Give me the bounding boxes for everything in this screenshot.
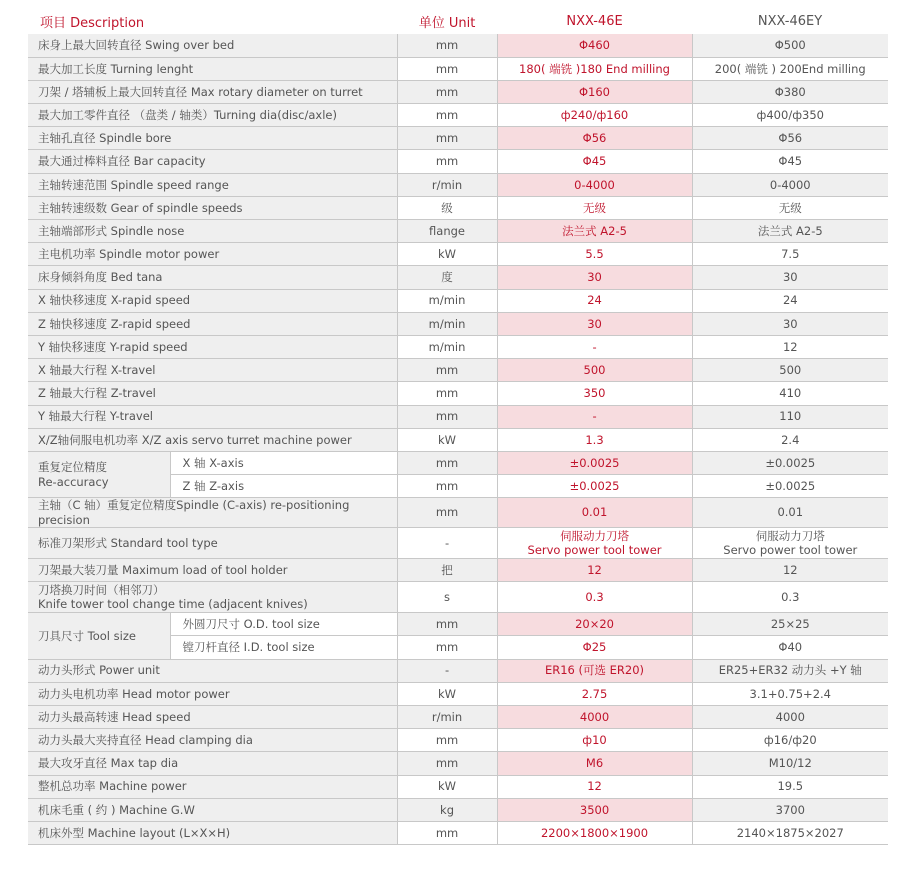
row-value-model-1: Φ45 bbox=[497, 150, 692, 173]
table-row bbox=[28, 752, 888, 775]
table-row bbox=[28, 775, 888, 798]
tooltype-v2-cn: 伺服动力刀塔 bbox=[755, 528, 825, 543]
row-unit: mm bbox=[397, 498, 497, 528]
table-row bbox=[28, 705, 888, 728]
header-description: 项目 Description bbox=[28, 8, 397, 34]
row-item: 标准刀架形式 Standard tool type bbox=[28, 528, 397, 559]
table-row bbox=[28, 312, 888, 335]
row-unit: mm bbox=[397, 127, 497, 150]
row-unit: 度 bbox=[397, 266, 497, 289]
table-header bbox=[28, 8, 888, 34]
row-value-model-1: 2.75 bbox=[497, 682, 692, 705]
table-row bbox=[28, 220, 888, 243]
table-body bbox=[28, 34, 888, 845]
row-item: 最大加工长度 Turning lenght bbox=[28, 57, 397, 80]
row-value-model-2: 24 bbox=[692, 289, 888, 312]
row-value-model-2: Φ380 bbox=[692, 80, 888, 103]
row-value-model-2: Φ56 bbox=[692, 127, 888, 150]
row-value-model-1: 3500 bbox=[497, 798, 692, 821]
row-value-model-2: 0.3 bbox=[692, 582, 888, 613]
row-value-model-1: 30 bbox=[497, 266, 692, 289]
reaccuracy-label bbox=[28, 451, 170, 497]
row-item: 整机总功率 Machine power bbox=[28, 775, 397, 798]
row-item: Y 轴快移速度 Y-rapid speed bbox=[28, 335, 397, 358]
row-unit: mm bbox=[397, 451, 497, 474]
table-row bbox=[28, 582, 888, 613]
row-value-model-2: 12 bbox=[692, 559, 888, 582]
row-value-model-1: - bbox=[497, 335, 692, 358]
row-item: 刀架最大装刀量 Maximum load of tool holder bbox=[28, 559, 397, 582]
row-value-model-1: ER16 (可选 ER20) bbox=[497, 659, 692, 682]
table-row bbox=[28, 80, 888, 103]
table-row bbox=[28, 196, 888, 219]
row-unit: kW bbox=[397, 428, 497, 451]
row-item: 刀架 / 塔辅板上最大回转直径 Max rotary diameter on turret bbox=[28, 80, 397, 103]
row-item: 动力头形式 Power unit bbox=[28, 659, 397, 682]
row-unit: kW bbox=[397, 682, 497, 705]
row-value-model-1: - bbox=[497, 405, 692, 428]
row-value-model-1: Φ25 bbox=[497, 636, 692, 659]
row-item: 机床毛重 ( 约 ) Machine G.W bbox=[28, 798, 397, 821]
row-unit: m/min bbox=[397, 289, 497, 312]
row-item: 主轴（C 轴）重复定位精度Spindle (C-axis) re-positioning precision bbox=[28, 498, 397, 528]
row-value-model-1: 0.3 bbox=[497, 582, 692, 613]
row-item: Y 轴最大行程 Y-travel bbox=[28, 405, 397, 428]
table-row bbox=[28, 405, 888, 428]
row-value-model-1: ф240/ф160 bbox=[497, 104, 692, 127]
row-unit: mm bbox=[397, 752, 497, 775]
row-value-model-2: 25×25 bbox=[692, 613, 888, 636]
row-value-model-1: 180( 端铣 )180 End milling bbox=[497, 57, 692, 80]
table-row bbox=[28, 104, 888, 127]
table-row bbox=[28, 382, 888, 405]
table-row bbox=[28, 243, 888, 266]
table-row bbox=[28, 559, 888, 582]
row-value-model-2: 200( 端铣 ) 200End milling bbox=[692, 57, 888, 80]
row-unit: r/min bbox=[397, 705, 497, 728]
row-value-model-1: 5.5 bbox=[497, 243, 692, 266]
row-value-model-2: ф400/ф350 bbox=[692, 104, 888, 127]
row-unit: mm bbox=[397, 405, 497, 428]
row-unit: mm bbox=[397, 57, 497, 80]
table-row bbox=[28, 150, 888, 173]
row-value-model-1: 12 bbox=[497, 775, 692, 798]
header-model-2: NXX-46EY bbox=[692, 8, 888, 34]
row-unit: mm bbox=[397, 382, 497, 405]
row-value-model-1: 350 bbox=[497, 382, 692, 405]
row-unit: s bbox=[397, 582, 497, 613]
row-unit: flange bbox=[397, 220, 497, 243]
row-item: 床身倾斜角度 Bed tana bbox=[28, 266, 397, 289]
row-unit: 级 bbox=[397, 196, 497, 219]
row-value-model-1: Φ56 bbox=[497, 127, 692, 150]
row-value-model-2: 7.5 bbox=[692, 243, 888, 266]
row-unit: mm bbox=[397, 613, 497, 636]
table-row bbox=[28, 335, 888, 358]
table-row bbox=[28, 821, 888, 844]
row-unit: mm bbox=[397, 104, 497, 127]
row-value-model-2: 500 bbox=[692, 359, 888, 382]
row-unit: - bbox=[397, 659, 497, 682]
row-value-model-1: Φ460 bbox=[497, 34, 692, 57]
table-row bbox=[28, 528, 888, 559]
row-item: Z 轴最大行程 Z-travel bbox=[28, 382, 397, 405]
row-unit: 把 bbox=[397, 559, 497, 582]
row-value-model-1: ф10 bbox=[497, 729, 692, 752]
table-row bbox=[28, 266, 888, 289]
row-item: 床身上最大回转直径 Swing over bed bbox=[28, 34, 397, 57]
reaccuracy-sub-z: Z 轴 Z-axis bbox=[170, 475, 397, 498]
row-unit: mm bbox=[397, 729, 497, 752]
row-unit: r/min bbox=[397, 173, 497, 196]
row-value-model-2: 2140×1875×2027 bbox=[692, 821, 888, 844]
row-value-model-1: 法兰式 A2-5 bbox=[497, 220, 692, 243]
row-value-model-1: 0-4000 bbox=[497, 173, 692, 196]
table-row bbox=[28, 289, 888, 312]
row-value-model-2: 4000 bbox=[692, 705, 888, 728]
row-item: 最大通过棒料直径 Bar capacity bbox=[28, 150, 397, 173]
row-value-model-1: 0.01 bbox=[497, 498, 692, 528]
row-value-model-1: 2200×1800×1900 bbox=[497, 821, 692, 844]
table-row bbox=[28, 682, 888, 705]
toolsize-label: 刀具尺寸 Tool size bbox=[28, 613, 170, 659]
table-row bbox=[28, 498, 888, 528]
row-value-model-1: 500 bbox=[497, 359, 692, 382]
row-unit: mm bbox=[397, 150, 497, 173]
row-value-model-1: 1.3 bbox=[497, 428, 692, 451]
toolsize-sub-id: 镗刀杆直径 I.D. tool size bbox=[170, 636, 397, 659]
row-unit: - bbox=[397, 528, 497, 559]
table-row bbox=[28, 57, 888, 80]
row-value-model-2: Φ500 bbox=[692, 34, 888, 57]
row-value-model-2 bbox=[692, 528, 888, 559]
row-value-model-1: 12 bbox=[497, 559, 692, 582]
row-item: 动力头最高转速 Head speed bbox=[28, 705, 397, 728]
row-item: X 轴快移速度 X-rapid speed bbox=[28, 289, 397, 312]
reaccuracy-label-cn: 重复定位精度 bbox=[38, 460, 107, 475]
table-row bbox=[28, 451, 888, 474]
row-value-model-1: ±0.0025 bbox=[497, 475, 692, 498]
table-row bbox=[28, 173, 888, 196]
row-unit: mm bbox=[397, 636, 497, 659]
row-value-model-1: Φ160 bbox=[497, 80, 692, 103]
row-value-model-2: 110 bbox=[692, 405, 888, 428]
row-value-model-1: 24 bbox=[497, 289, 692, 312]
toolsize-sub-od: 外圆刀尺寸 O.D. tool size bbox=[170, 613, 397, 636]
table-row bbox=[28, 659, 888, 682]
row-value-model-2: 0-4000 bbox=[692, 173, 888, 196]
row-unit: kg bbox=[397, 798, 497, 821]
row-item: 主电机功率 Spindle motor power bbox=[28, 243, 397, 266]
spec-table bbox=[28, 8, 888, 845]
row-value-model-2: ф16/ф20 bbox=[692, 729, 888, 752]
row-value-model-2: 30 bbox=[692, 312, 888, 335]
spec-table-wrapper bbox=[28, 8, 888, 845]
row-unit: mm bbox=[397, 34, 497, 57]
row-value-model-2: 0.01 bbox=[692, 498, 888, 528]
row-item: 机床外型 Machine layout (L×X×H) bbox=[28, 821, 397, 844]
row-value-model-2: 12 bbox=[692, 335, 888, 358]
row-unit: mm bbox=[397, 821, 497, 844]
row-value-model-2: 2.4 bbox=[692, 428, 888, 451]
table-row bbox=[28, 34, 888, 57]
row-item: Z 轴快移速度 Z-rapid speed bbox=[28, 312, 397, 335]
row-item: 动力头电机功率 Head motor power bbox=[28, 682, 397, 705]
row-value-model-2: 3700 bbox=[692, 798, 888, 821]
row-item: 主轴转速级数 Gear of spindle speeds bbox=[28, 196, 397, 219]
header-unit: 单位 Unit bbox=[397, 8, 497, 34]
row-item: X/Z轴伺服电机功率 X/Z axis servo turret machine power bbox=[28, 428, 397, 451]
row-unit: mm bbox=[397, 475, 497, 498]
table-row bbox=[28, 798, 888, 821]
row-value-model-2: 无级 bbox=[692, 196, 888, 219]
row-unit: kW bbox=[397, 775, 497, 798]
tooltype-v1-en: Servo power tool tower bbox=[527, 543, 662, 557]
row-value-model-2: 3.1+0.75+2.4 bbox=[692, 682, 888, 705]
row-item: 最大攻牙直径 Max tap dia bbox=[28, 752, 397, 775]
row-item: X 轴最大行程 X-travel bbox=[28, 359, 397, 382]
row-value-model-1: 30 bbox=[497, 312, 692, 335]
row-value-model-2: Φ40 bbox=[692, 636, 888, 659]
row-value-model-2: Φ45 bbox=[692, 150, 888, 173]
row-value-model-2: ER25+ER32 动力头 +Y 轴 bbox=[692, 659, 888, 682]
knife-label-cn: 刀塔换刀时间（相邻刀） bbox=[38, 582, 165, 597]
table-row bbox=[28, 127, 888, 150]
row-unit: m/min bbox=[397, 312, 497, 335]
row-item: 主轴转速范围 Spindle speed range bbox=[28, 173, 397, 196]
table-row bbox=[28, 428, 888, 451]
row-item bbox=[28, 582, 397, 613]
row-value-model-2: M10/12 bbox=[692, 752, 888, 775]
row-value-model-1 bbox=[497, 528, 692, 559]
row-value-model-2: 30 bbox=[692, 266, 888, 289]
row-value-model-1: M6 bbox=[497, 752, 692, 775]
row-item: 主轴端部形式 Spindle nose bbox=[28, 220, 397, 243]
row-value-model-1: 4000 bbox=[497, 705, 692, 728]
row-item: 最大加工零件直径 （盘类 / 轴类）Turning dia(disc/axle) bbox=[28, 104, 397, 127]
row-value-model-2: ±0.0025 bbox=[692, 475, 888, 498]
table-row bbox=[28, 613, 888, 636]
row-value-model-2: 410 bbox=[692, 382, 888, 405]
table-row bbox=[28, 359, 888, 382]
knife-label-en: Knife tower tool change time (adjacent knives) bbox=[38, 597, 308, 612]
row-value-model-1: 无级 bbox=[497, 196, 692, 219]
row-unit: kW bbox=[397, 243, 497, 266]
row-unit: m/min bbox=[397, 335, 497, 358]
table-row bbox=[28, 729, 888, 752]
row-value-model-2: 19.5 bbox=[692, 775, 888, 798]
row-item: 主轴孔直径 Spindle bore bbox=[28, 127, 397, 150]
header-model-1: NXX-46E bbox=[497, 8, 692, 34]
row-unit: mm bbox=[397, 359, 497, 382]
row-unit: mm bbox=[397, 80, 497, 103]
row-value-model-2: ±0.0025 bbox=[692, 451, 888, 474]
row-item: 动力头最大夹持直径 Head clamping dia bbox=[28, 729, 397, 752]
row-value-model-1: 20×20 bbox=[497, 613, 692, 636]
row-value-model-1: ±0.0025 bbox=[497, 451, 692, 474]
reaccuracy-sub-x: X 轴 X-axis bbox=[170, 451, 397, 474]
tooltype-v2-en: Servo power tool tower bbox=[723, 543, 858, 557]
row-value-model-2: 法兰式 A2-5 bbox=[692, 220, 888, 243]
tooltype-v1-cn: 伺服动力刀塔 bbox=[560, 528, 630, 543]
reaccuracy-label-en: Re-accuracy bbox=[38, 474, 109, 489]
